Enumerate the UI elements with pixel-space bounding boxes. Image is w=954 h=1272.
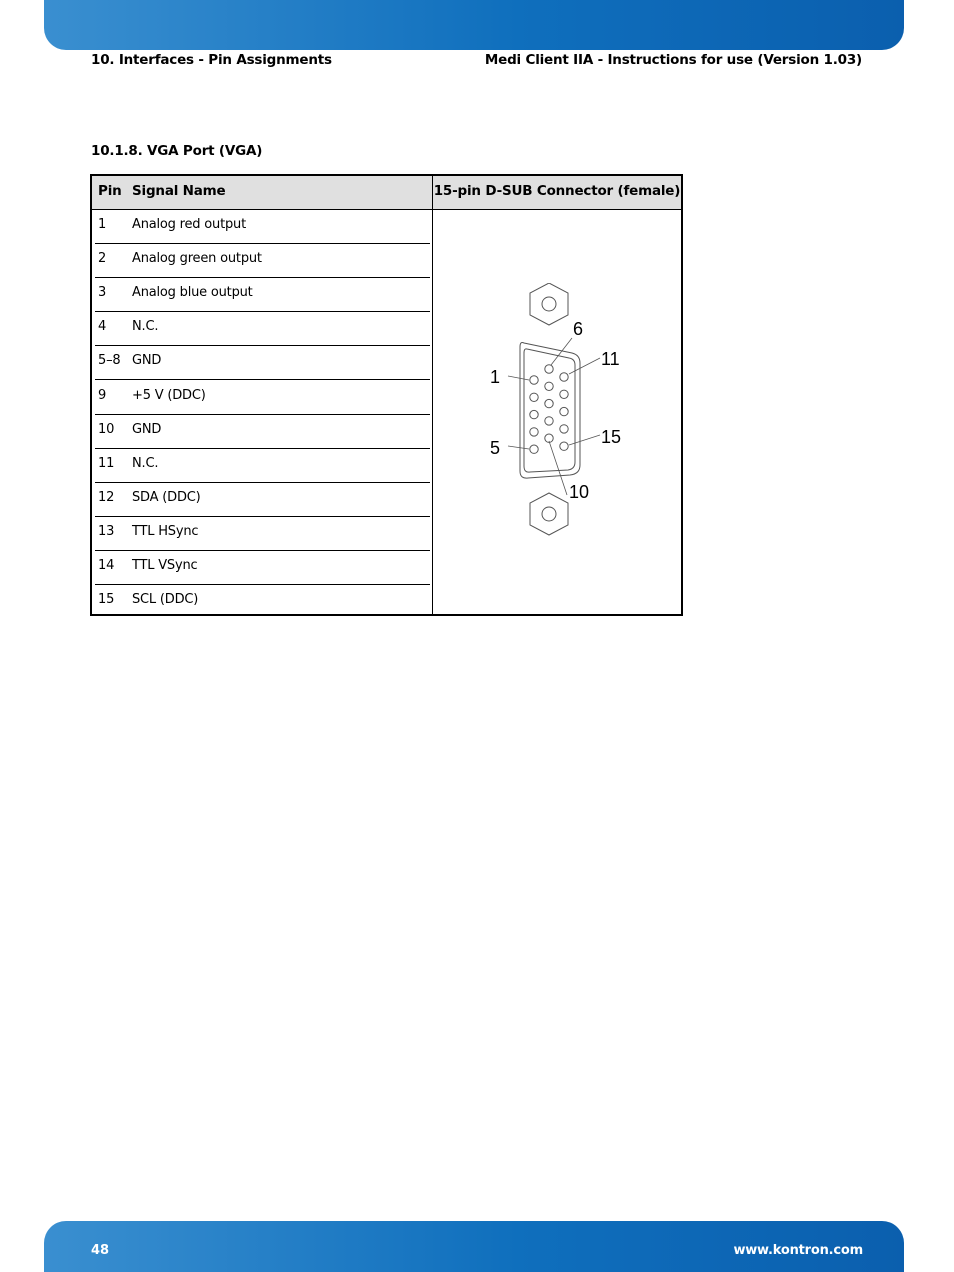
table-row xyxy=(92,312,430,346)
pin-number: 9 xyxy=(98,387,107,403)
header-signal-name: Signal Name xyxy=(132,183,226,199)
screw-hex-bottom xyxy=(530,493,568,535)
page-number: 48 xyxy=(91,1243,110,1258)
pin-hole xyxy=(560,407,568,415)
signal-name: TTL VSync xyxy=(132,558,198,573)
callout-lines xyxy=(508,338,600,495)
pin-number: 11 xyxy=(98,455,115,471)
table-row xyxy=(92,449,430,483)
chapter-title: 10. Interfaces - Pin Assignments xyxy=(91,52,332,68)
table-header-row xyxy=(92,176,681,210)
label-pin-10: 10 xyxy=(569,482,590,502)
signal-name: GND xyxy=(132,353,162,369)
signal-name: Analog red output xyxy=(132,217,246,232)
pin-number: 1 xyxy=(98,217,107,232)
pin-hole xyxy=(560,390,568,398)
pin-hole xyxy=(560,373,568,381)
table-row xyxy=(92,517,430,551)
table-row xyxy=(92,483,430,517)
section-title: 10.1.8. VGA Port (VGA) xyxy=(91,143,263,159)
pin-number: 5–8 xyxy=(98,353,121,369)
pin-hole xyxy=(530,393,538,401)
table-row xyxy=(92,415,430,449)
column-divider xyxy=(432,176,433,614)
table-row xyxy=(92,278,430,312)
pin-hole xyxy=(545,382,553,390)
pin-hole xyxy=(545,365,553,373)
signal-name: +5 V (DDC) xyxy=(132,387,206,403)
pin-hole xyxy=(530,410,538,418)
pin-number: 3 xyxy=(98,285,107,301)
screw-hex-top xyxy=(530,283,568,325)
pin-hole xyxy=(530,428,538,436)
pin-number: 13 xyxy=(98,523,115,539)
table-row xyxy=(92,381,430,415)
signal-name: N.C. xyxy=(132,455,159,471)
header-banner xyxy=(44,0,904,50)
shell-outer xyxy=(520,343,580,479)
pin-hole xyxy=(560,425,568,433)
signal-name: Analog green output xyxy=(132,251,262,267)
pin-number: 12 xyxy=(98,489,115,505)
table-row xyxy=(92,585,430,619)
pin-number: 4 xyxy=(98,319,107,335)
screw-hole-top xyxy=(542,297,556,311)
pin-number: 14 xyxy=(98,558,115,573)
pin-hole xyxy=(530,376,538,384)
pin-hole xyxy=(530,445,538,453)
label-pin-6: 6 xyxy=(573,319,584,339)
pin-hole xyxy=(545,417,553,425)
signal-name: Analog blue output xyxy=(132,285,253,301)
label-pin-1: 1 xyxy=(490,367,501,387)
table-row xyxy=(92,346,430,380)
signal-name: TTL HSync xyxy=(132,523,199,539)
table-row xyxy=(92,551,430,585)
document-title: Medi Client IIA - Instructions for use (Version 1.03) xyxy=(484,52,862,68)
pin-number: 15 xyxy=(98,592,115,608)
header-connector: 15-pin D-SUB Connector (female) xyxy=(433,183,681,199)
pin-holes xyxy=(530,365,568,454)
signal-name: SDA (DDC) xyxy=(132,489,201,505)
pin-hole xyxy=(560,442,568,450)
signal-name: N.C. xyxy=(132,319,159,335)
signal-name: SCL (DDC) xyxy=(132,592,199,608)
pin-hole xyxy=(545,399,553,407)
pin-number: 2 xyxy=(98,251,107,267)
table-row xyxy=(92,210,430,244)
label-pin-5: 5 xyxy=(490,438,501,458)
screw-hole-bottom xyxy=(542,507,556,521)
label-pin-11: 11 xyxy=(601,349,620,369)
website-link[interactable]: www.kontron.com xyxy=(733,1243,863,1258)
signal-name: GND xyxy=(132,421,162,437)
label-pin-15: 15 xyxy=(601,427,622,447)
table-row xyxy=(92,244,430,278)
pin-number: 10 xyxy=(98,421,115,437)
dsub-connector-diagram xyxy=(490,283,630,543)
header-pin: Pin xyxy=(98,183,122,199)
